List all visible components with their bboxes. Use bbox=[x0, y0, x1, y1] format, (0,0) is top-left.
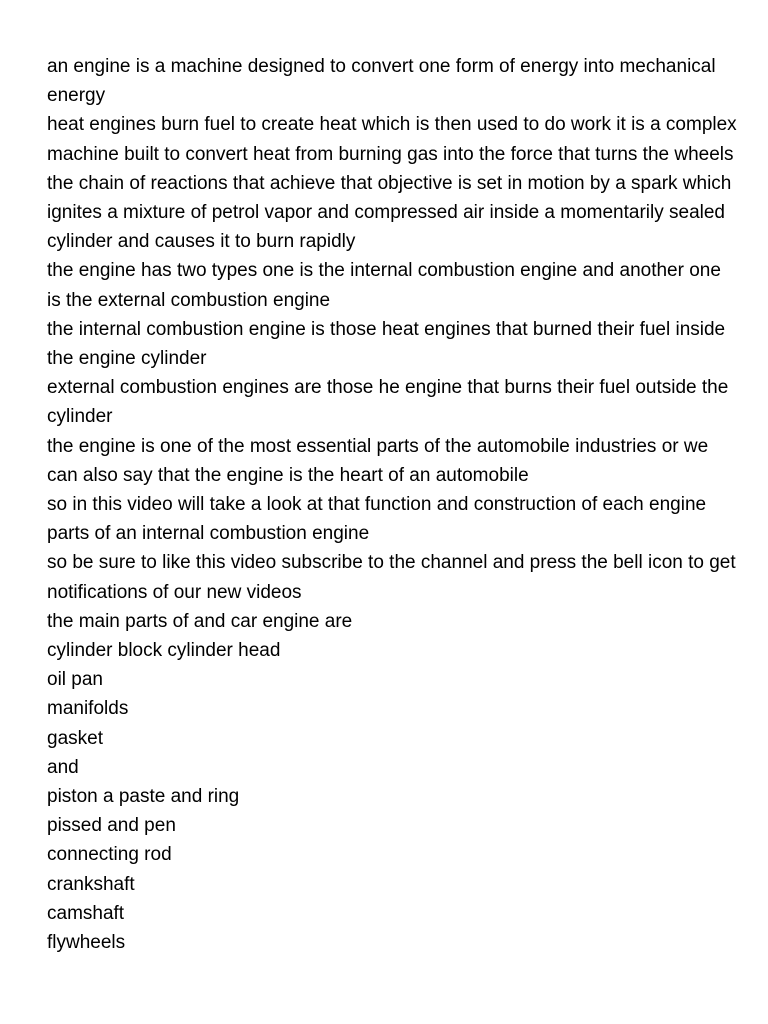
parts-list-item: manifolds bbox=[47, 698, 129, 720]
parts-list-item: flywheels bbox=[47, 932, 126, 954]
parts-list-item: connecting rod bbox=[47, 844, 172, 866]
parts-list-item: piston a paste and ring bbox=[47, 786, 240, 808]
parts-list-item: and bbox=[47, 756, 79, 778]
document-page bbox=[47, 52, 737, 957]
parts-list-item: crankshaft bbox=[47, 873, 135, 895]
text-line: the main parts of and car engine are bbox=[47, 610, 353, 632]
text-line: the chain of reactions that achieve that objective is set in motion by a spark which ignites a mixture of petrol vapor and compressed air inside a momentarily sealed cylinder and causes it to burn rapidly bbox=[47, 172, 732, 253]
parts-list-item: pissed and pen bbox=[47, 815, 176, 837]
text-line: so in this video will take a look at that function and construction of each engine parts of an internal combustion engine bbox=[47, 494, 707, 545]
text-line: an engine is a machine designed to convert one form of energy into mechanical energy bbox=[47, 56, 716, 107]
text-line: the engine has two types one is the internal combustion engine and another one is the external combustion engine bbox=[47, 260, 721, 311]
text-line: so be sure to like this video subscribe to the channel and press the bell icon to get notifications of our new videos bbox=[47, 552, 736, 603]
text-line: the engine is one of the most essential parts of the automobile industries or we can also say that the engine is the heart of an automobile bbox=[47, 435, 709, 486]
text-line: external combustion engines are those he engine that burns their fuel outside the cylinder bbox=[47, 377, 729, 428]
parts-list-item: cylinder block cylinder head bbox=[47, 640, 281, 662]
text-line: the internal combustion engine is those heat engines that burned their fuel inside the engine cylinder bbox=[47, 318, 726, 370]
parts-list-item: gasket bbox=[47, 727, 103, 749]
parts-list-item: camshaft bbox=[47, 902, 125, 924]
parts-list-item: oil pan bbox=[47, 669, 103, 691]
text-line: heat engines burn fuel to create heat which is then used to do work it is a complex machine built to convert heat from burning gas into the force that turns the wheels bbox=[47, 114, 737, 165]
